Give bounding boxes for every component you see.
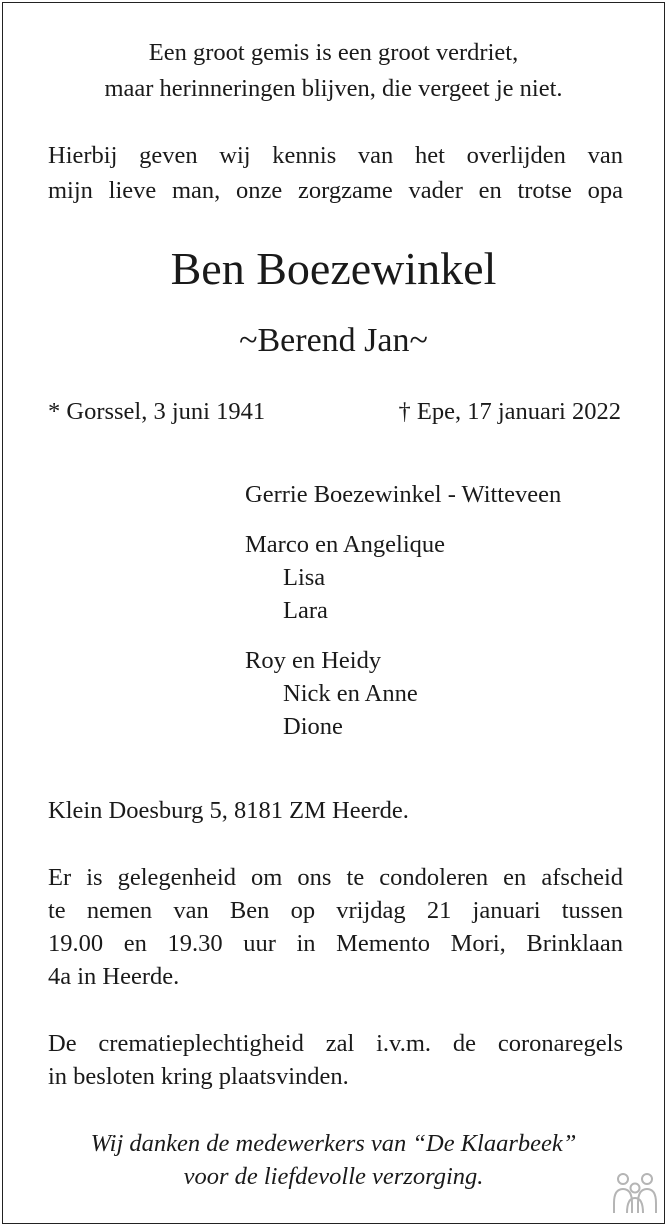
deceased-name: Ben Boezewinkel (170, 243, 497, 294)
birth-info: * Gorssel, 3 juni 1941 (48, 398, 266, 425)
child-family-2: Roy en Heidy (245, 647, 382, 674)
thanks-line-1: Wij danken de medewerkers van “De Klaarbeek” (90, 1130, 577, 1157)
condolence-line-2: te nemen van Ben op vrijdag 21 januari tussen (48, 897, 623, 924)
deceased-nickname: ~Berend Jan~ (239, 322, 428, 359)
condolence-line-3: 19.00 en 19.30 uur in Memento Mori, Brinklaan (48, 930, 623, 957)
people-group-icon (608, 1169, 662, 1217)
death-info: † Epe, 17 januari 2022 (398, 398, 621, 425)
condolence-line-4: 4a in Heerde. (48, 963, 180, 990)
poem-line-1: Een groot gemis is een groot verdriet, (148, 39, 519, 66)
condolence-line-1: Er is gelegenheid om ons te condoleren en afscheid (48, 864, 623, 891)
grandchild-name: Lara (283, 597, 328, 624)
grandchild-name: Nick en Anne (283, 680, 418, 707)
intro-line-1: Hierbij geven wij kennis van het overlijden van (48, 142, 623, 169)
thanks-line-2: voor de liefdevolle verzorging. (183, 1163, 484, 1190)
spouse-name: Gerrie Boezewinkel - Witteveen (245, 481, 562, 508)
ceremony-line-2: in besloten kring plaatsvinden. (48, 1063, 349, 1090)
grandchild-name: Lisa (283, 564, 326, 591)
grandchild-name: Dione (283, 713, 343, 740)
obituary-card (2, 2, 665, 1224)
intro-line-2: mijn lieve man, onze zorgzame vader en trotse opa (48, 177, 623, 204)
poem-line-2: maar herinneringen blijven, die vergeet je niet. (104, 75, 563, 102)
home-address: Klein Doesburg 5, 8181 ZM Heerde. (48, 797, 409, 824)
child-family-1: Marco en Angelique (245, 531, 446, 558)
ceremony-line-1: De crematieplechtigheid zal i.v.m. de coronaregels (48, 1030, 623, 1057)
